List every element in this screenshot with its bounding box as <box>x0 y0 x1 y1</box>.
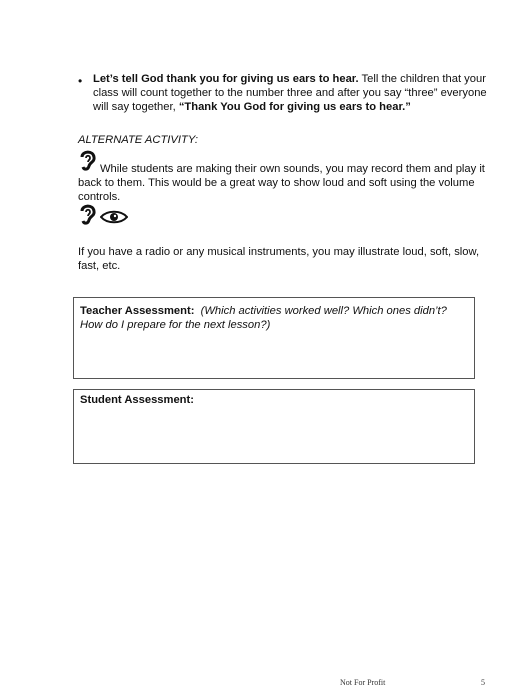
alternate-activity-heading: ALTERNATE ACTIVITY: <box>78 134 198 146</box>
teacher-assessment-box[interactable] <box>73 297 475 379</box>
alternate-paragraph-2 <box>78 202 498 273</box>
footer-not-for-profit: Not For Profit <box>340 678 386 687</box>
bullet-bold-quote: “Thank You God for giving us ears to hear.” <box>178 101 411 113</box>
footer-page-number: 5 <box>481 678 485 687</box>
teacher-assessment-title: Teacher Assessment: <box>80 305 195 317</box>
bullet-text: Tell the children that your class will count together to the number three and after you say “three” everyone will say together, <box>93 73 487 113</box>
ear-icon <box>78 202 98 230</box>
bullet-bold-lead: Let’s tell God thank you for giving us ears to hear. <box>93 73 359 85</box>
teacher-assessment-hint: (Which activities worked well? Which ones didn’t? How do I prepare for the next lesson?) <box>80 305 447 331</box>
eye-icon <box>100 210 128 228</box>
alternate-para1-text: While students are making their own sounds, you may record them and play it back to them. This would be a great way to show loud and soft using the volume controls. <box>78 163 485 203</box>
bullet-paragraph <box>93 72 493 114</box>
bullet-point: • <box>78 74 83 88</box>
alternate-paragraph-1 <box>78 148 498 204</box>
ear-icon <box>78 148 98 176</box>
alternate-para2-text: If you have a radio or any musical instruments, you may illustrate loud, soft, slow, fast, etc. <box>78 246 480 272</box>
student-assessment-title: Student Assessment: <box>80 394 194 406</box>
student-assessment-box[interactable] <box>73 389 475 464</box>
